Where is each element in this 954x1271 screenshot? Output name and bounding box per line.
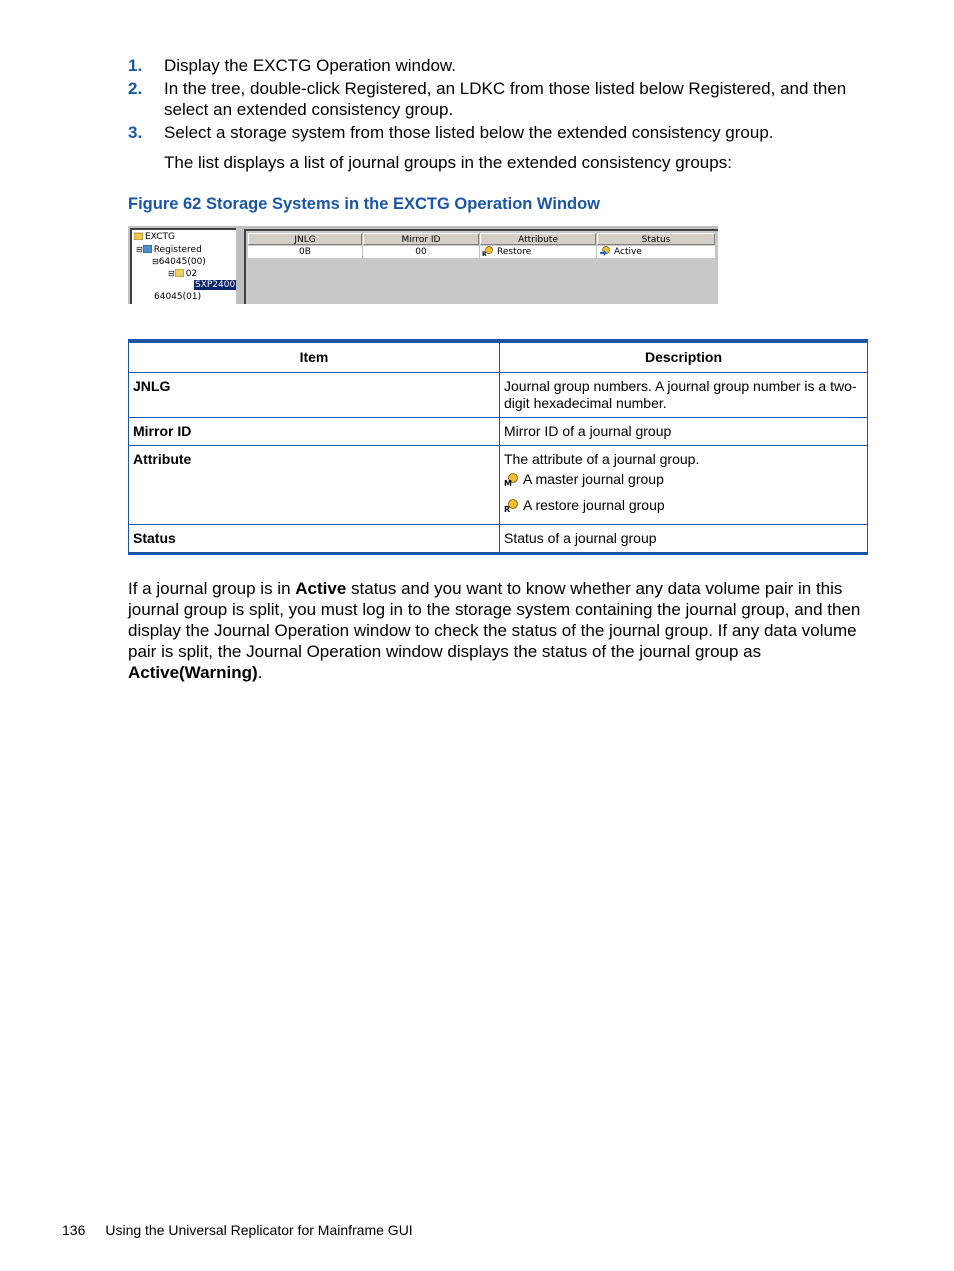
attribute-description: The attribute of a journal group.	[504, 451, 700, 467]
tree-node-exctg-02	[168, 268, 197, 280]
restore-journal-icon	[482, 246, 494, 256]
column-header-item: Item	[129, 341, 500, 373]
step-3-note: The list displays a list of journal groups in the extended consistency groups:	[164, 153, 732, 172]
svg-text:R: R	[482, 251, 487, 256]
tree-label: 64045(01)	[154, 292, 202, 302]
description-cell	[500, 446, 868, 525]
table-header-row	[129, 341, 868, 373]
procedure-steps	[128, 55, 868, 145]
step-text: Select a storage system from those listed below the extended consistency group.	[164, 123, 774, 142]
tree-node-exctg	[134, 232, 175, 243]
description-cell: Journal group numbers. A journal group number is a two-digit hexadecimal number.	[500, 373, 868, 418]
tree-label: 64045(00)	[158, 257, 206, 267]
item-cell: JNLG	[129, 373, 500, 418]
expand-toggle-icon: ⊟	[136, 245, 143, 254]
figure-title: Figure 62 Storage Systems in the EXCTG Operation Window	[128, 195, 601, 213]
item-cell: Mirror ID	[129, 418, 500, 446]
chapter-title: Using the Universal Replicator for Mainframe GUI	[105, 1222, 413, 1238]
table-row	[129, 446, 868, 525]
column-header-jnlg[interactable]: JNLG	[248, 233, 362, 245]
restore-journal-icon	[175, 269, 184, 277]
description-cell: Mirror ID of a journal group	[500, 418, 868, 446]
cell-jnlg[interactable]: 0B	[248, 246, 363, 258]
storage-icon	[143, 245, 152, 253]
svg-text:M: M	[504, 479, 512, 486]
column-header-status[interactable]: Status	[597, 233, 715, 245]
cell-mirror-id[interactable]: 00	[363, 246, 480, 258]
page-footer	[62, 1222, 413, 1238]
paragraph-text: status and you want to know whether any data volume pair in this journal group is split, you must log in to the storage system containing the journal group, and then display the Journal Operation window to check the status of the journal group. If any data volume pair is split, the Journal Operation window displays the status of the journal group as	[128, 579, 861, 661]
expand-toggle-icon: ⊟	[152, 257, 159, 266]
item-cell: Status	[129, 525, 500, 554]
tree-node-registered	[136, 244, 202, 256]
tree-label: EXCTG	[145, 232, 175, 242]
table-row	[129, 373, 868, 418]
cell-attribute[interactable]	[480, 246, 597, 258]
master-journal-icon	[504, 473, 519, 486]
step-text: Display the EXCTG Operation window.	[164, 56, 456, 75]
tree-label: 02	[185, 269, 198, 279]
tree-label: Registered	[153, 245, 202, 255]
active-term: Active	[295, 579, 347, 598]
tree-node-ldkc-01	[154, 292, 201, 303]
restore-journal-entry	[504, 497, 862, 514]
active-warning-term: Active(Warning)	[128, 663, 258, 682]
exctg-tree	[130, 228, 236, 304]
step-1	[128, 55, 868, 76]
journal-group-list	[244, 229, 718, 304]
tree-node-ldkc-00	[152, 256, 206, 268]
folder-icon	[134, 232, 143, 240]
column-header-mirror-id[interactable]: Mirror ID	[363, 233, 479, 245]
status-value: Active	[614, 247, 642, 257]
body-paragraph	[128, 578, 872, 683]
svg-text:R: R	[504, 505, 511, 512]
step-3	[128, 122, 868, 143]
restore-journal-icon	[504, 499, 519, 512]
tree-node-storage-selected[interactable]	[194, 280, 236, 291]
step-number: 1.	[128, 56, 143, 75]
paragraph-text: .	[257, 663, 263, 682]
attribute-value: Restore	[497, 247, 532, 257]
item-cell: Attribute	[129, 446, 500, 525]
restore-journal-label: A restore journal group	[523, 497, 665, 513]
column-header-attribute[interactable]: Attribute	[480, 233, 596, 245]
master-journal-label: A master journal group	[523, 471, 664, 487]
active-status-icon	[599, 246, 611, 256]
column-header-description: Description	[500, 341, 868, 373]
cell-status[interactable]	[597, 246, 716, 258]
exctg-window-screenshot	[128, 226, 718, 304]
item-description-table	[128, 339, 868, 555]
paragraph-text: If a journal group is in	[128, 579, 296, 598]
table-row	[129, 525, 868, 554]
master-journal-entry	[504, 471, 862, 488]
step-number: 3.	[128, 123, 143, 142]
table-row	[129, 418, 868, 446]
step-text: In the tree, double-click Registered, an LDKC from those listed below Registered, and then select an extended consistency group.	[164, 79, 847, 119]
tree-label-selected: SXP2400	[195, 280, 236, 290]
step-number: 2.	[128, 79, 143, 98]
description-cell: Status of a journal group	[500, 525, 868, 554]
expand-toggle-icon: ⊟	[168, 269, 175, 278]
step-2	[128, 78, 868, 120]
page-number: 136	[62, 1222, 86, 1238]
